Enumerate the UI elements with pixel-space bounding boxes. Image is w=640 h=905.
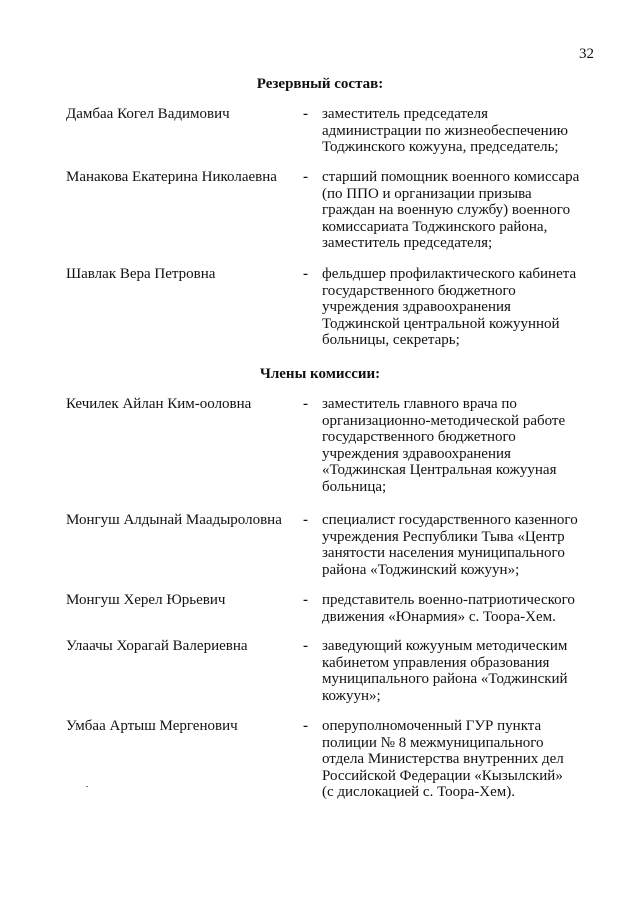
- role-line: фельдшер профилактического кабинета: [322, 266, 577, 282]
- section-heading-reserve: Резервный состав:: [256, 76, 384, 92]
- role-line: Тоджинского кожууна, председатель;: [322, 139, 559, 155]
- role-line: Российской Федерации «Кызылский»: [322, 767, 563, 784]
- role-line: представитель военно-патриотического: [322, 592, 575, 608]
- role-line: (с дислокацией с. Тоора-Хем).: [322, 784, 515, 800]
- member-role: [322, 396, 592, 495]
- member-dash: -: [303, 638, 308, 654]
- member-name: Монгуш Херел Юрьевич: [66, 592, 226, 608]
- member-dash: -: [303, 396, 308, 412]
- page-number: 32: [579, 46, 594, 62]
- role-line: граждан на военную службу) военного: [322, 202, 571, 218]
- role-line: учреждения Республики Тыва «Центр: [322, 528, 565, 545]
- member-name: Кечилек Айлан Ким-ооловна: [66, 396, 252, 412]
- member-name: Шавлак Вера Петровна: [66, 266, 216, 282]
- role-line: организационно-методической работе: [322, 412, 566, 429]
- member-role: [322, 638, 592, 704]
- role-line: кабинетом управления образования: [322, 654, 550, 671]
- scan-speck: [86, 786, 88, 787]
- role-line: (по ППО и организации призыва: [322, 185, 532, 202]
- section-heading-members: Члены комиссии:: [259, 366, 381, 382]
- role-line: заведующий кожууным методическим: [322, 638, 568, 654]
- member-role: [322, 592, 592, 625]
- role-line: больница;: [322, 478, 387, 495]
- member-role: [322, 718, 592, 801]
- member-dash: -: [303, 266, 308, 282]
- role-line: заместитель председателя;: [322, 235, 493, 251]
- member-dash: -: [303, 592, 308, 608]
- role-line: Тоджинской центральной кожуунной: [322, 315, 560, 332]
- member-role: [322, 512, 592, 578]
- member-role: [322, 169, 592, 252]
- member-role: [322, 106, 592, 156]
- role-line: «Тоджинская Центральная кожууная: [322, 462, 557, 478]
- member-dash: -: [303, 106, 308, 122]
- role-line: специалист государственного казенного: [322, 512, 578, 528]
- role-line: района «Тоджинский кожуун»;: [322, 561, 520, 578]
- member-name: Дамбаа Когел Вадимович: [66, 106, 230, 122]
- member-name: Умбаа Артыш Мергенович: [66, 718, 238, 734]
- role-line: полиции № 8 межмуниципального: [322, 734, 544, 751]
- member-name: Монгуш Алдынай Маадыроловна: [66, 512, 282, 528]
- role-line: государственного бюджетного: [322, 282, 516, 299]
- role-line: государственного бюджетного: [322, 429, 516, 445]
- role-line: заместитель главного врача по: [322, 396, 517, 412]
- role-line: оперуполномоченный ГУР пункта: [322, 718, 542, 734]
- role-line: отдела Министерства внутренних дел: [322, 751, 564, 767]
- role-line: заместитель председателя: [322, 106, 489, 122]
- member-dash: -: [303, 512, 308, 528]
- role-line: больницы, секретарь;: [322, 332, 460, 348]
- role-line: старший помощник военного комиссара: [322, 169, 580, 185]
- role-line: комиссариата Тоджинского района,: [322, 218, 548, 235]
- member-name: Улаачы Хорагай Валериевна: [66, 638, 248, 654]
- member-dash: -: [303, 718, 308, 734]
- role-line: учреждения здравоохранения: [322, 445, 511, 462]
- role-line: кожуун»;: [322, 687, 381, 704]
- member-role: [322, 266, 592, 349]
- role-line: администрации по жизнеобеспечению: [322, 122, 568, 139]
- role-line: занятости населения муниципального: [322, 545, 565, 561]
- role-line: движения «Юнармия» с. Тоора-Хем.: [322, 608, 556, 625]
- member-dash: -: [303, 169, 308, 185]
- role-line: учреждения здравоохранения: [322, 299, 511, 315]
- member-name: Манакова Екатерина Николаевна: [66, 169, 277, 185]
- role-line: муниципального района «Тоджинский: [322, 671, 568, 687]
